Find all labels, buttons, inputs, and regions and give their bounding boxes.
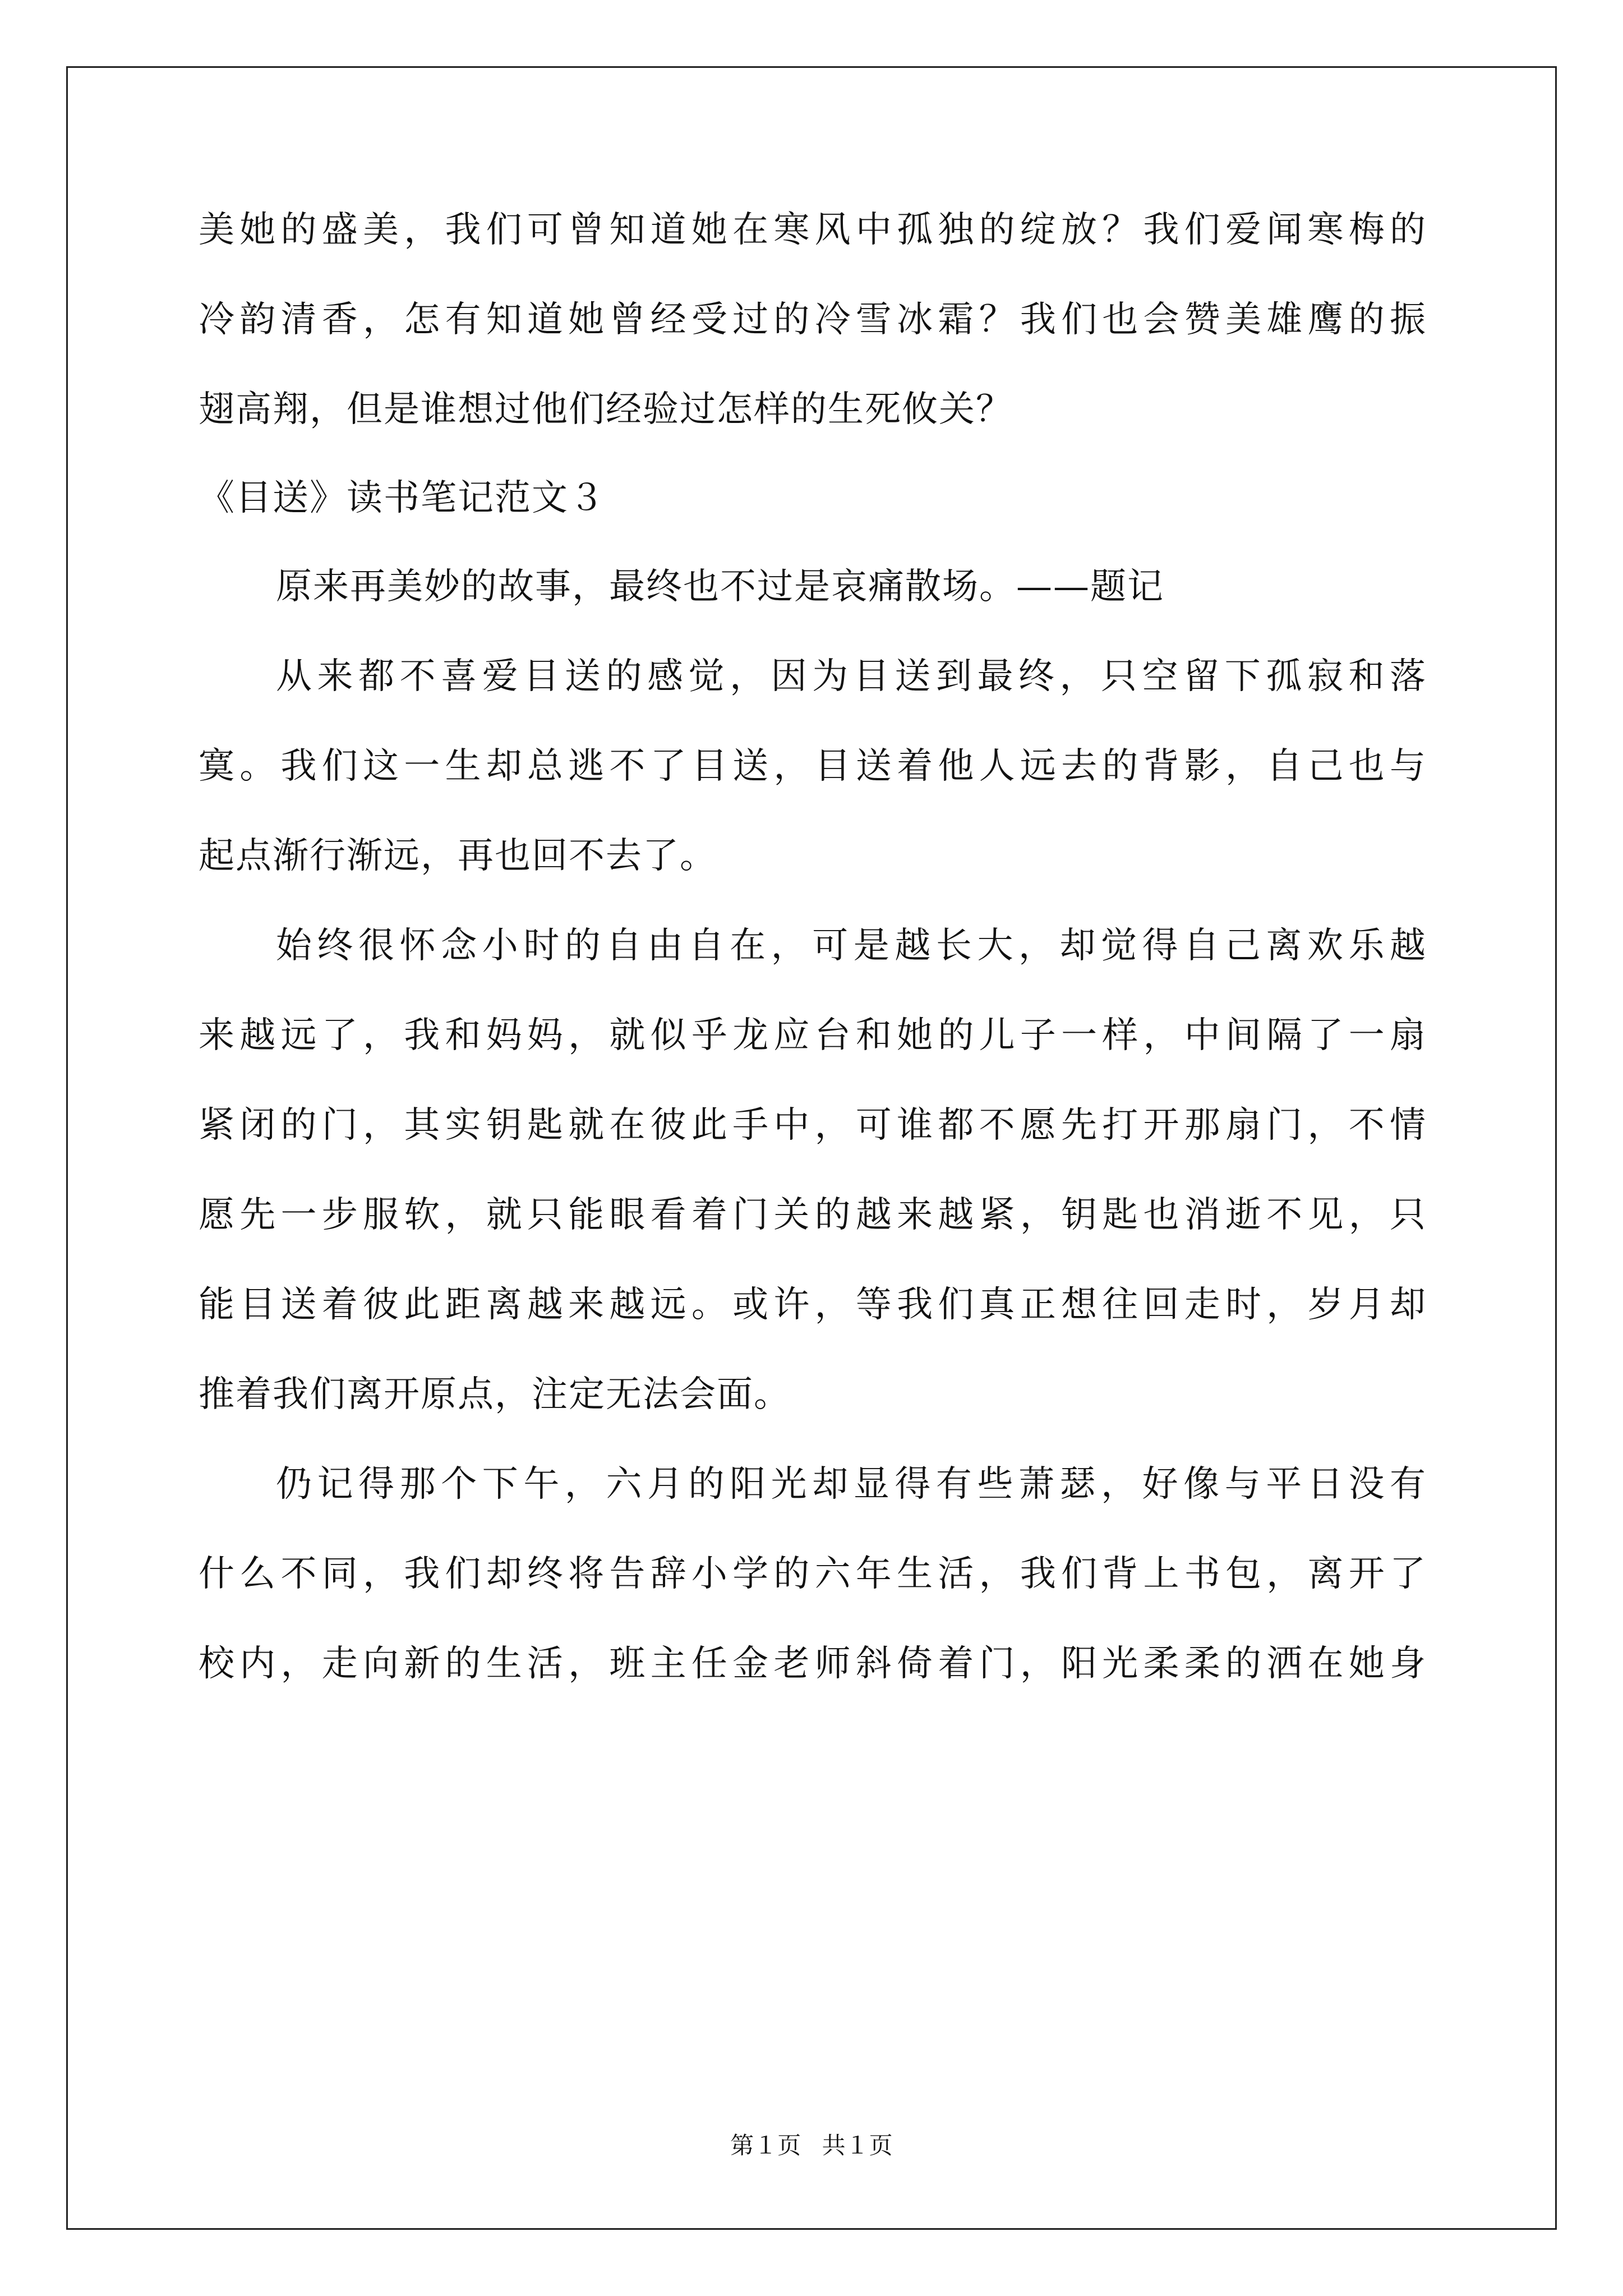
text-line: 能目送着彼此距离越来越远。或许，等我们真正想往回走时，岁月却 — [199, 1284, 1427, 1326]
page-total: 共１页 — [822, 2132, 893, 2159]
section-heading: 《目送》读书笔记范文３ — [199, 477, 606, 519]
text-line: 冷韵清香，怎有知道她曾经受过的冷雪冰霜？我们也会赞美雄鹰的振 — [199, 299, 1427, 341]
text-line: 从来都不喜爱目送的感觉，因为目送到最终，只空留下孤寂和落 — [276, 656, 1427, 697]
text-line: 仍记得那个下午，六月的阳光却显得有些萧瑟，好像与平日没有 — [276, 1464, 1427, 1505]
page-number: 第１页 — [730, 2132, 801, 2159]
text-line: 来越远了，我和妈妈，就似乎龙应台和她的儿子一样，中间隔了一扇 — [199, 1015, 1427, 1056]
text-line: 什么不同，我们却终将告辞小学的六年生活，我们背上书包，离开了 — [199, 1553, 1427, 1595]
text-line: 美她的盛美，我们可曾知道她在寒风中孤独的绽放？我们爱闻寒梅的 — [199, 209, 1427, 251]
text-line: 紧闭的门，其实钥匙就在彼此手中，可谁都不愿先打开那扇门，不情 — [199, 1105, 1427, 1146]
text-line: 推着我们离开原点，注定无法会面。 — [199, 1374, 791, 1415]
text-line: 始终很怀念小时的自由自在，可是越长大，却觉得自己离欢乐越 — [276, 925, 1427, 967]
text-line: 寞。我们这一生却总逃不了目送，目送着他人远去的背影，自己也与 — [199, 746, 1427, 787]
text-line: 起点渐行渐远，再也回不去了。 — [199, 835, 717, 877]
text-line: 校内，走向新的生活，班主任金老师斜倚着门，阳光柔柔的洒在她身 — [199, 1643, 1427, 1685]
text-line: 翅高翔，但是谁想过他们经验过怎样的生死攸关？ — [199, 389, 1013, 430]
text-line: 愿先一步服软，就只能眼看着门关的越来越紧，钥匙也消逝不见，只 — [199, 1194, 1427, 1236]
page-footer — [0, 2132, 1623, 2160]
epigraph: 原来再美妙的故事，最终也不过是哀痛散场。——题记 — [276, 566, 1164, 608]
